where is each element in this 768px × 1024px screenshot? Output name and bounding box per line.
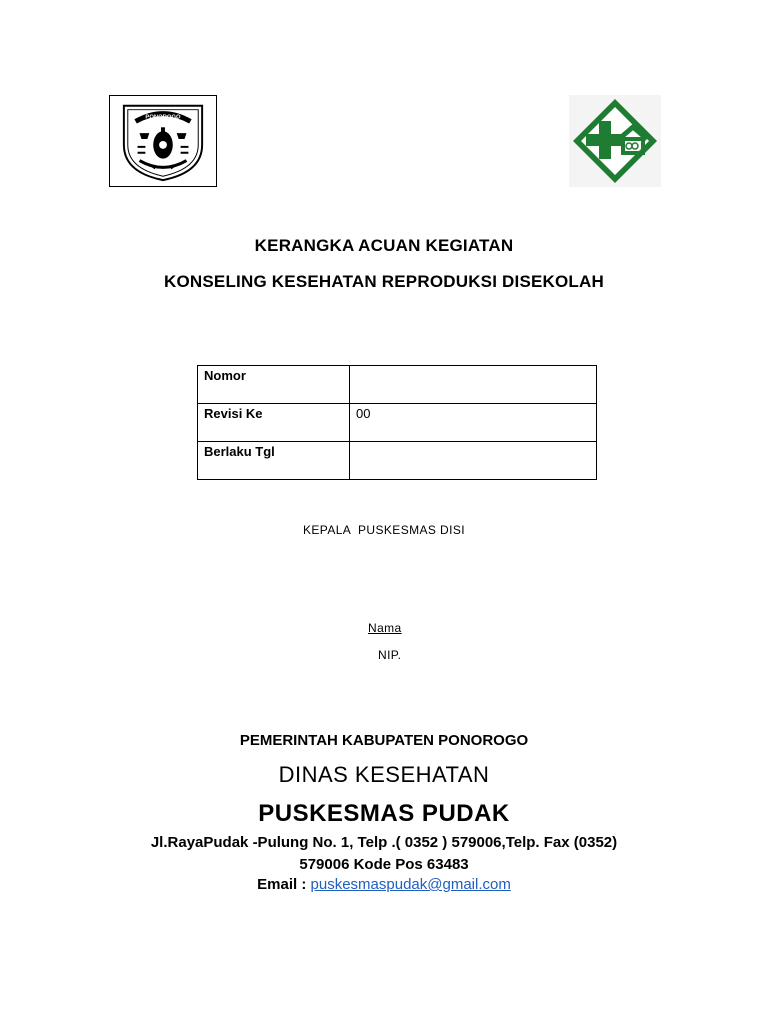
institution-name: PUSKESMAS PUDAK (258, 800, 510, 827)
berlaku-label: Berlaku Tgl (198, 442, 350, 480)
address-line-2: 579006 Kode Pos 63483 (299, 856, 469, 873)
berlaku-value (350, 442, 597, 480)
signature-name: Nama (368, 621, 402, 635)
puskesmas-logo-icon (569, 95, 661, 187)
revisi-label: Revisi Ke (198, 404, 350, 442)
ponorogo-emblem-logo (109, 95, 217, 187)
signature-nip: NIP. (378, 648, 402, 662)
svg-text:PONOROGO: PONOROGO (145, 114, 181, 121)
revisi-value: 00 (350, 404, 597, 442)
ponorogo-emblem-icon (110, 96, 216, 186)
address-line-1: Jl.RayaPudak -Pulung No. 1, Telp .( 0352 ) 579006,Telp. Fax (0352) (150, 834, 618, 851)
puskesmas-logo (569, 95, 661, 187)
document-subtitle: KONSELING KESEHATAN REPRODUKSI DISEKOLAH (164, 272, 604, 291)
nomor-value (350, 366, 597, 404)
email-label: Email : (257, 876, 307, 893)
email-line (0, 876, 768, 893)
email-link[interactable]: puskesmaspudak@gmail.com (310, 876, 511, 893)
department-name: DINAS KESEHATAN (278, 762, 490, 787)
address (0, 832, 768, 876)
table-row (198, 442, 597, 480)
nomor-label: Nomor (198, 366, 350, 404)
table-row (198, 404, 597, 442)
document-title: KERANGKA ACUAN KEGIATAN (254, 236, 514, 255)
government-name: PEMERINTAH KABUPATEN PONOROGO (239, 732, 529, 749)
signature-position: KEPALA PUSKESMAS DISI (303, 523, 465, 537)
document-info-table (197, 365, 597, 480)
table-row (198, 366, 597, 404)
